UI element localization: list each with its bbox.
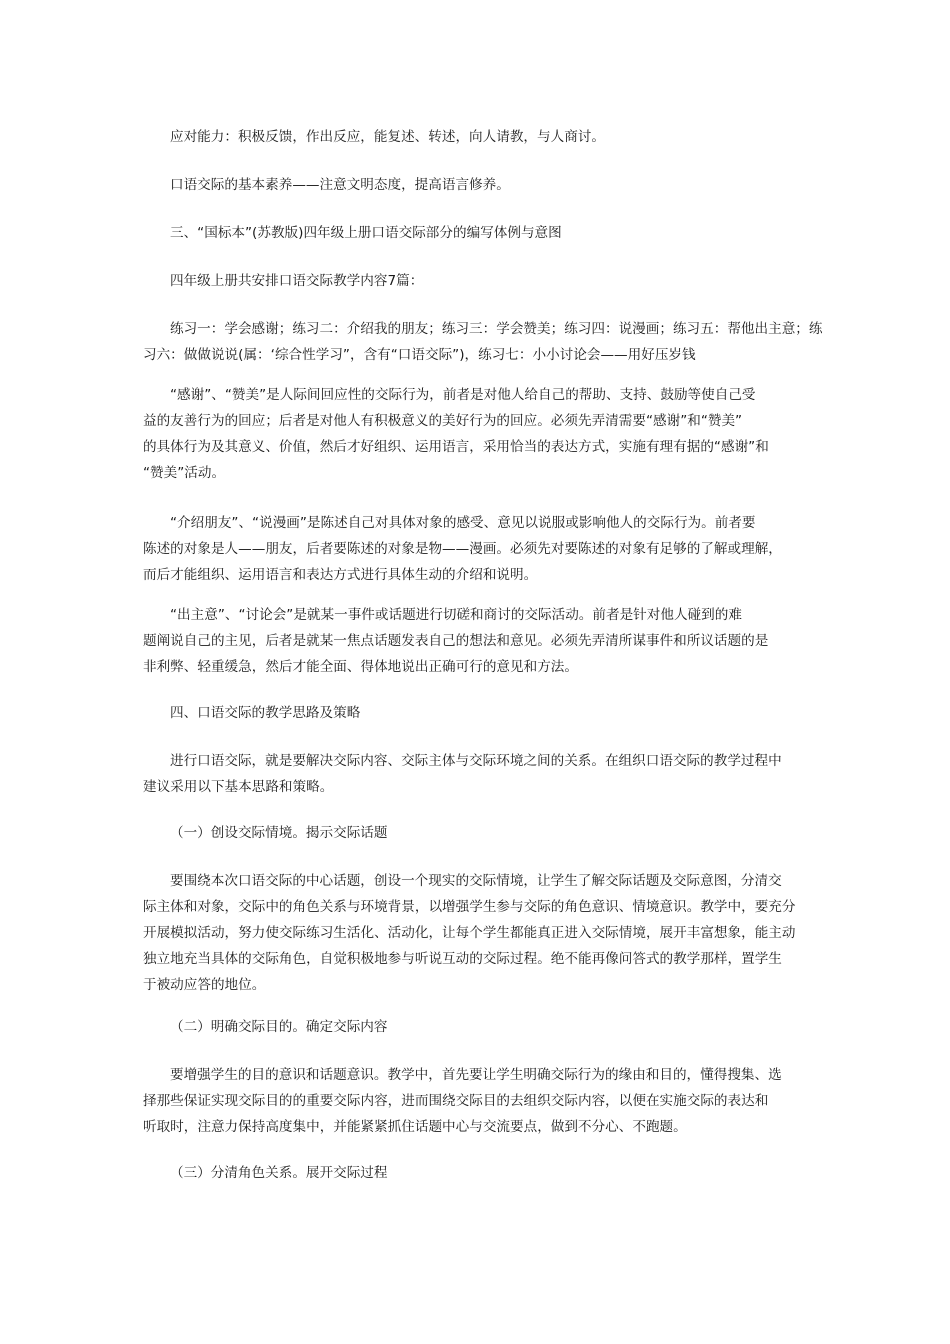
text-line: 口语交际的基本素养——注意文明态度，提高语言修养。 [170, 177, 510, 193]
text-line: 应对能力：积极反馈，作出反应，能复述、转述，向人请教，与人商讨。 [170, 129, 605, 145]
text-line: 独立地充当具体的交际角色，自觉积极地参与听说互动的交际过程。绝不能再像问答式的教学那样，置学生 [143, 951, 782, 967]
text-line: 开展模拟活动，努力使交际练习生活化、活动化，让每个学生都能真正进入交际情境，展开丰富想象，能主动 [143, 925, 796, 941]
text-line: “感谢”、“赞美”是人际间回应性的交际行为，前者是对他人给自己的帮助、支持、鼓励等使自己受 [170, 387, 756, 403]
text-line: 习六：做做说说(属：‘综合性学习”，含有“口语交际”)，练习七：小小讨论会——用好压岁钱 [143, 347, 696, 363]
subheading-three [143, 1160, 811, 1186]
text-line: 三、“国标本”(苏教版)四年级上册口语交际部分的编写体例与意图 [170, 225, 562, 241]
text-line: 陈述的对象是人——朋友，后者要陈述的对象是物——漫画。必须先对要陈述的对象有足够的了解或理解， [143, 541, 782, 557]
paragraph-create-situation [143, 868, 811, 998]
text-line: 要围绕本次口语交际的中心话题，创设一个现实的交际情境，让学生了解交际话题及交际意图，分清交 [170, 873, 782, 889]
text-line: 而后才能组织、运用语言和表达方式进行具体生动的介绍和说明。 [143, 567, 538, 583]
text-line: 要增强学生的目的意识和话题意识。教学中，首先要让学生明确交际行为的缘由和目的，懂得搜集、选 [170, 1067, 782, 1083]
paragraph-advice-discussion [143, 602, 811, 680]
paragraph-seven-lessons [143, 268, 811, 294]
text-line: 的具体行为及其意义、价值，然后才好组织、运用语言，采用恰当的表达方式，实施有理有据的“感谢”和 [143, 439, 769, 455]
text-line: “介绍朋友”、“说漫画”是陈述自己对具体对象的感受、意见以说服或影响他人的交际行为。前者要 [170, 515, 756, 531]
text-line: （三）分清角色关系。展开交际过程 [170, 1165, 388, 1181]
text-line: 际主体和对象，交际中的角色关系与环境背景，以增强学生参与交际的角色意识、情境意识。教学中，要充分 [143, 899, 796, 915]
text-line: 建议采用以下基本思路和策略。 [143, 779, 334, 795]
subheading-two [143, 1014, 811, 1040]
section-heading-three [143, 220, 811, 246]
text-line: 益的友善行为的回应；后者是对他人有积极意义的美好行为的回应。必须先弄清需要“感谢”和“赞美” [143, 413, 743, 429]
text-line: 题阐说自己的主见，后者是就某一焦点话题发表自己的想法和意见。必须先弄清所谋事件和所议话题的是 [143, 633, 769, 649]
paragraph-introduce-comic [143, 510, 811, 588]
paragraph-basic-literacy [143, 172, 811, 198]
paragraph-thanks-praise [143, 382, 811, 486]
text-line: “赞美”活动。 [143, 465, 226, 481]
text-line: （二）明确交际目的。确定交际内容 [170, 1019, 388, 1035]
paragraph-clarify-purpose [143, 1062, 811, 1140]
text-line: 四、口语交际的教学思路及策略 [170, 705, 361, 721]
paragraph-teaching-approach [143, 748, 811, 800]
subheading-one [143, 820, 811, 846]
text-line: 择那些保证实现交际目的的重要交际内容，进而围绕交际目的去组织交际内容，以便在实施交际的表达和 [143, 1093, 769, 1109]
paragraph-response-ability [143, 124, 811, 150]
text-line: 听取时，注意力保持高度集中，并能紧紧抓住话题中心与交流要点，做到不分心、不跑题。 [143, 1119, 687, 1135]
text-line: 进行口语交际，就是要解决交际内容、交际主体与交际环境之间的关系。在组织口语交际的教学过程中 [170, 753, 782, 769]
text-line: “出主意”、“讨论会”是就某一事件或话题进行切磋和商讨的交际活动。前者是针对他人碰到的难 [170, 607, 742, 623]
text-line: 于被动应答的地位。 [143, 977, 266, 993]
text-line: 练习一：学会感谢；练习二：介绍我的朋友；练习三：学会赞美；练习四：说漫画；练习五：帮他出主意；练 [170, 321, 823, 337]
paragraph-exercise-list [143, 316, 823, 368]
text-line: 非利弊、轻重缓急，然后才能全面、得体地说出正确可行的意见和方法。 [143, 659, 578, 675]
text-line: （一）创设交际情境。揭示交际话题 [170, 825, 388, 841]
section-heading-four [143, 700, 811, 726]
text-line: 四年级上册共安排口语交际教学内容7篇： [170, 273, 424, 289]
